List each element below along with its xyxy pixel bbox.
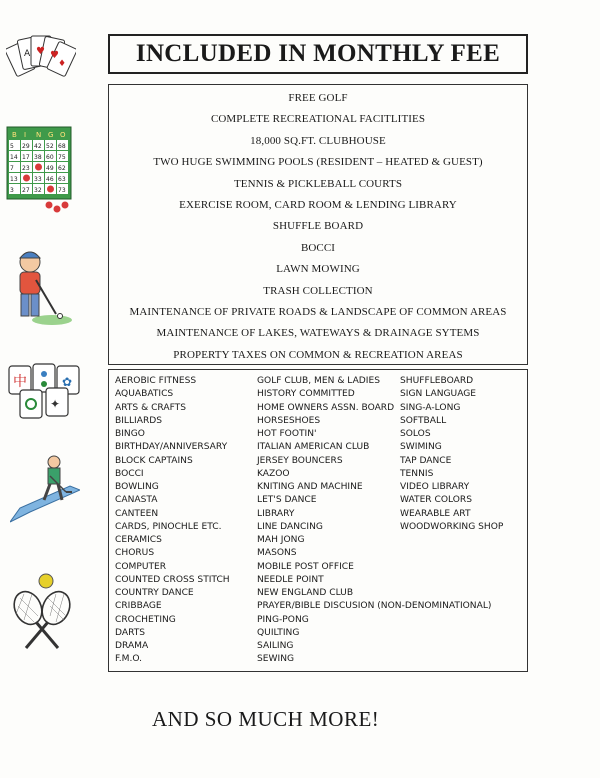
svg-text:中: 中 bbox=[13, 374, 27, 390]
club-item: BLOCK CAPTAINS bbox=[115, 455, 193, 466]
bingo-number: 73 bbox=[58, 187, 66, 194]
svg-text:✿: ✿ bbox=[62, 375, 73, 389]
club-item: HOME OWNERS ASSN. BOARD bbox=[257, 402, 395, 413]
amenities-list bbox=[108, 84, 528, 365]
club-item: NEEDLE POINT bbox=[257, 574, 324, 585]
club-item: CERAMICS bbox=[115, 535, 162, 545]
club-item: CANASTA bbox=[115, 495, 158, 506]
club-item: QUILTING bbox=[257, 627, 300, 638]
amenity-item: LAWN MOWING bbox=[276, 263, 360, 276]
bingo-number: 3 bbox=[10, 187, 14, 194]
club-item: AEROBIC FITNESS bbox=[115, 376, 197, 386]
bingo-number: 52 bbox=[46, 143, 54, 150]
club-item: LET'S DANCE bbox=[257, 495, 317, 506]
club-item: BILLIARDS bbox=[115, 415, 163, 426]
svg-text:♥: ♥ bbox=[50, 50, 59, 61]
club-item: DARTS bbox=[115, 627, 146, 638]
bingo-letter: O bbox=[60, 131, 66, 139]
club-item: ARTS & CRAFTS bbox=[115, 402, 186, 413]
club-item: JERSEY BOUNCERS bbox=[257, 455, 343, 466]
club-item: BIRTHDAY/ANNIVERSARY bbox=[115, 442, 228, 453]
bingo-number: 75 bbox=[58, 154, 66, 161]
bingo-number: 27 bbox=[22, 187, 30, 194]
club-item: PING-PONG bbox=[257, 614, 309, 625]
club-item: PRAYER/BIBLE DISCUSION (NON-DENOMINATIONAL) bbox=[257, 601, 492, 612]
club-item: NEW ENGLAND CLUB bbox=[257, 588, 354, 598]
club-item: CROCHETING bbox=[115, 614, 176, 625]
club-item: DRAMA bbox=[115, 641, 149, 651]
amenity-item: EXERCISE ROOM, CARD ROOM & LENDING LIBRARY bbox=[179, 198, 457, 211]
bingo-number: 49 bbox=[46, 165, 54, 172]
amenity-item: SHUFFLE BOARD bbox=[272, 220, 364, 233]
bingo-number: 63 bbox=[58, 176, 66, 183]
club-item: TENNIS bbox=[400, 468, 434, 479]
bingo-number: 60 bbox=[46, 154, 54, 161]
bingo-number: 23 bbox=[22, 165, 30, 172]
amenity-item: 18,000 SQ.FT. CLUBHOUSE bbox=[250, 134, 386, 147]
bingo-letter: N bbox=[36, 131, 42, 139]
club-item: CRIBBAGE bbox=[115, 601, 162, 612]
club-item: KAZOO bbox=[257, 468, 290, 479]
bingo-marker bbox=[47, 186, 54, 193]
svg-text:♦: ♦ bbox=[58, 59, 67, 69]
bingo-number: 29 bbox=[22, 143, 30, 150]
club-item: CANTEEN bbox=[115, 508, 159, 519]
clubs-activities-list bbox=[108, 369, 528, 672]
svg-text:A: A bbox=[24, 49, 31, 59]
bingo-number: 17 bbox=[22, 154, 30, 161]
clubs-column-3 bbox=[400, 375, 503, 534]
bingo-number: 14 bbox=[10, 154, 18, 161]
club-item: COUNTED CROSS STITCH bbox=[115, 574, 230, 585]
bingo-number: 38 bbox=[34, 154, 42, 161]
bingo-letter: B bbox=[12, 131, 17, 139]
bingo-number: 5 bbox=[10, 143, 14, 150]
club-item: WEARABLE ART bbox=[400, 508, 471, 519]
club-item: VIDEO LIBRARY bbox=[400, 482, 470, 492]
golfer-icon bbox=[6, 248, 74, 328]
club-item: KNITING AND MACHINE bbox=[257, 482, 363, 492]
club-item: GOLF CLUB, MEN & LADIES bbox=[257, 376, 380, 386]
bingo-marker bbox=[23, 175, 30, 182]
club-item: COMPUTER bbox=[115, 561, 167, 572]
club-item: WATER COLORS bbox=[400, 495, 473, 506]
clubs-column-1 bbox=[115, 375, 230, 667]
club-item: AQUABATICS bbox=[115, 389, 174, 400]
amenity-item: PROPERTY TAXES ON COMMON & RECREATION AREAS bbox=[173, 348, 463, 361]
club-item: SOFTBALL bbox=[400, 415, 447, 426]
footer-text: AND SO MUCH MORE! bbox=[152, 707, 380, 731]
bingo-number: 32 bbox=[34, 187, 42, 194]
amenity-item: FREE GOLF bbox=[288, 92, 348, 104]
bingo-number: 7 bbox=[10, 165, 14, 172]
club-item: CARDS, PINOCHLE ETC. bbox=[115, 521, 222, 532]
bingo-marker bbox=[35, 164, 42, 171]
club-item: MAH JONG bbox=[257, 535, 305, 545]
club-item: SOLOS bbox=[400, 429, 431, 439]
svg-text:♥: ♥ bbox=[36, 46, 45, 57]
bingo-number: 68 bbox=[58, 143, 66, 150]
tennis-rackets-icon bbox=[8, 572, 78, 652]
bingo-card-icon bbox=[5, 125, 75, 215]
club-item: CHORUS bbox=[115, 548, 155, 559]
club-item: BINGO bbox=[115, 429, 145, 439]
mahjong-tiles-icon bbox=[6, 360, 86, 422]
club-item: LINE DANCING bbox=[257, 521, 323, 532]
club-item: SWIMING bbox=[400, 442, 442, 453]
page-title: INCLUDED IN MONTHLY FEE bbox=[108, 34, 528, 74]
amenity-item: MAINTENANCE OF PRIVATE ROADS & LANDSCAPE OF COMMON AREAS bbox=[129, 305, 507, 318]
bingo-number: 62 bbox=[58, 165, 66, 172]
club-item: TAP DANCE bbox=[400, 455, 452, 466]
amenity-item: BOCCI bbox=[300, 241, 336, 254]
club-item: ITALIAN AMERICAN CLUB bbox=[257, 442, 370, 453]
bingo-number: 46 bbox=[46, 176, 54, 183]
bingo-number: 13 bbox=[10, 176, 18, 183]
club-item: BOWLING bbox=[115, 482, 159, 492]
club-item: F.M.O. bbox=[115, 654, 143, 665]
club-item: COUNTRY DANCE bbox=[115, 588, 194, 598]
club-item: LIBRARY bbox=[257, 508, 295, 519]
club-item: HISTORY COMMITTED bbox=[257, 389, 355, 400]
club-item: MOBILE POST OFFICE bbox=[257, 561, 354, 572]
club-item: SEWING bbox=[257, 654, 295, 665]
club-item: WOODWORKING SHOP bbox=[400, 521, 504, 532]
amenity-item: TENNIS & PICKLEBALL COURTS bbox=[233, 177, 403, 190]
amenity-item: TRASH COLLECTION bbox=[263, 284, 373, 297]
bingo-letter: G bbox=[48, 131, 54, 139]
club-item: SAILING bbox=[257, 641, 294, 651]
club-item: SHUFFLEBOARD bbox=[400, 376, 474, 386]
svg-text:✦: ✦ bbox=[50, 397, 61, 411]
amenity-item: TWO HUGE SWIMMING POOLS (RESIDENT – HEATED & GUEST) bbox=[153, 156, 483, 169]
bingo-number: 33 bbox=[34, 176, 42, 183]
club-item: SING-A-LONG bbox=[400, 402, 461, 413]
club-item: BOCCI bbox=[115, 468, 144, 479]
playing-cards-icon bbox=[6, 32, 76, 90]
amenity-item: COMPLETE RECREATIONAL FACITLITIES bbox=[210, 113, 426, 126]
club-item: SIGN LANGUAGE bbox=[400, 389, 477, 400]
bingo-number: 42 bbox=[34, 143, 42, 150]
club-item: MASONS bbox=[257, 548, 297, 559]
club-item: HORSESHOES bbox=[257, 415, 321, 426]
shuffleboard-player-icon bbox=[10, 452, 80, 524]
amenity-item: MAINTENANCE OF LAKES, WATEWAYS & DRAINAGE SYTEMS bbox=[156, 327, 480, 340]
club-item: HOT FOOTIN' bbox=[257, 429, 317, 439]
bingo-letter: I bbox=[24, 131, 27, 139]
